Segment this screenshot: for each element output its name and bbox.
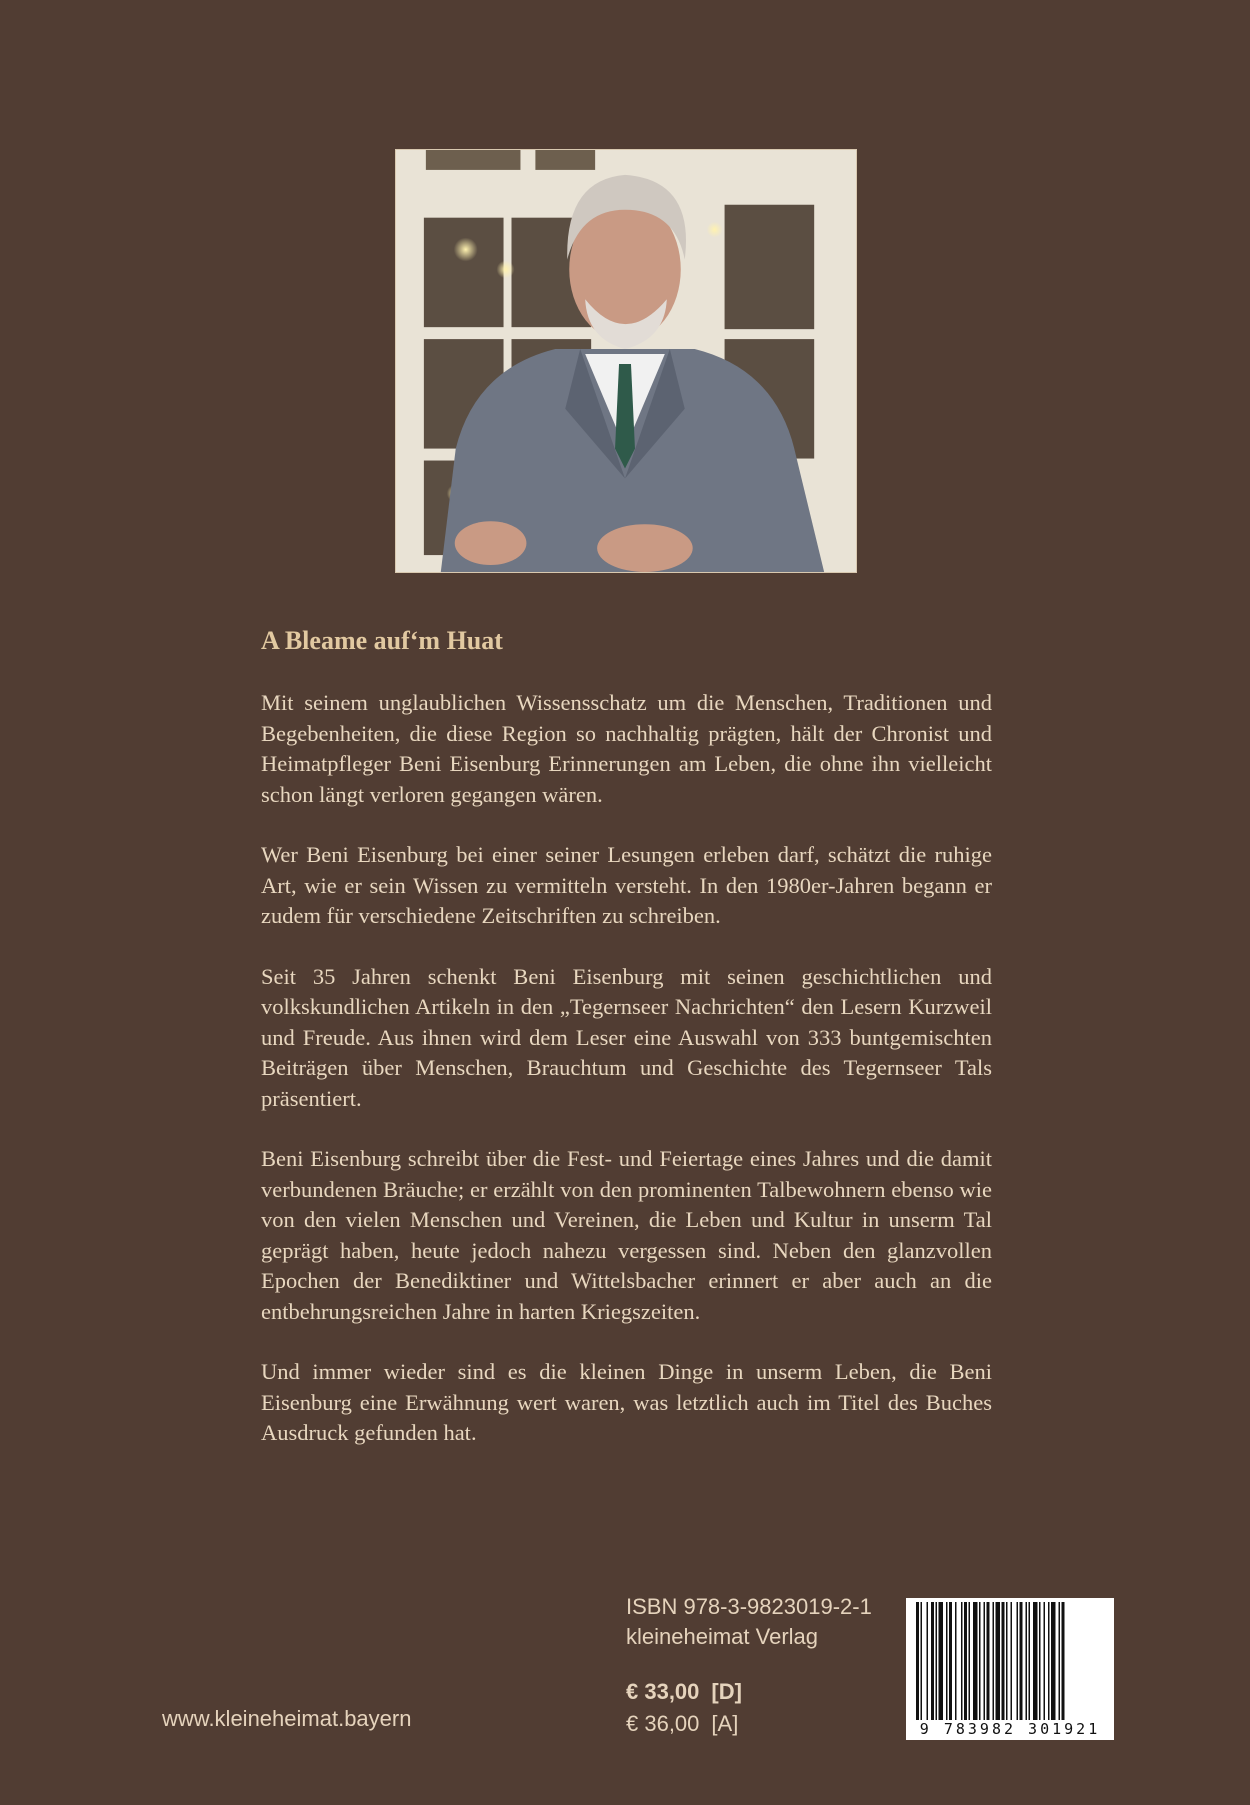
barcode-bar [993,1602,995,1720]
author-photo [395,149,857,573]
barcode-bar [1029,1602,1031,1720]
barcode-bar [955,1602,957,1720]
barcode-bar [1002,1602,1005,1720]
barcode-bar [964,1602,967,1720]
blurb-paragraph: Mit seinem unglaublichen Wissensschatz um die Menschen, Traditionen und Begebenheiten, die diese Region so nachhaltig prägten, hält der Chronist und Heimatpfleger Beni Eisenburg Erinnerungen am Leben, die ohne ihn vielleicht schon längt verloren gegangen wären. [261,690,992,807]
blurb-text [261,688,992,1479]
barcode-bar [1048,1602,1050,1720]
price-germany [626,1676,742,1708]
book-title: A Bleame auf‘m Huat [261,626,503,655]
barcode-bar [1062,1602,1065,1720]
barcode-bar [1026,1602,1028,1720]
blurb-paragraph: Wer Beni Eisenburg bei einer seiner Lesungen erleben darf, schätzt die ruhige Art, wie er sein Wissen zu vermitteln versteht. In den 1980er-Jahren begann er zudem für verschiedene Zeitschriften zu schreiben. [261,842,992,928]
publisher-website: www.kleineheimat.bayern [162,1706,412,1731]
barcode-bar [979,1602,981,1720]
barcode-bar [973,1602,978,1720]
barcode-bar [1017,1602,1019,1720]
price-block [626,1676,742,1740]
barcode-bar [1011,1602,1013,1720]
barcode-bar [961,1602,963,1720]
price-germany-tag: [D] [711,1679,742,1704]
price-austria [626,1708,742,1740]
barcode-bar [996,1602,1001,1720]
price-germany-amount: € 33,00 [626,1679,700,1704]
barcode-digits: 9 783982 301921 [906,1720,1114,1738]
barcode-bar [1051,1602,1056,1720]
barcode-bar [931,1602,934,1720]
barcode-bar [939,1602,944,1720]
barcode-bar [1044,1602,1046,1720]
barcode-bars [906,1598,1114,1740]
barcode-bar [969,1602,971,1720]
barcode-bar [1039,1602,1041,1720]
blurb-paragraph: Beni Eisenburg schreibt über die Fest- und Feiertage eines Jahres und die damit verbundenen Bräuche; er erzählt von den prominenten Talbewohnern ebenso wie von den vielen Menschen und Vereinen, die Leben und Kultur in unserm Tal geprägt haben, heute jedoch nahezu vergessen sind. Neben den glanzvollen Epochen der Benediktiner und Wittelsbacher erinnert er aber auch an die entbehrungsreichen Jahre in harten Kriegszeiten. [261,1146,992,1324]
price-austria-amount: € 36,00 [626,1711,700,1736]
blurb-paragraph: Und immer wieder sind es die kleinen Dinge in unserm Leben, die Beni Eisenburg eine Erwähnung wert waren, was letztlich auch im Titel des Buches Ausdruck gefunden hat. [261,1359,992,1445]
barcode-bar [1006,1602,1008,1720]
isbn-barcode [906,1598,1114,1740]
barcode-bar [987,1602,990,1720]
barcode-bar [916,1602,919,1720]
price-austria-tag: [A] [711,1711,739,1736]
barcode-bar [921,1602,923,1720]
barcode-bar [946,1602,948,1720]
barcode-bar [984,1602,986,1720]
blurb-paragraph: Seit 35 Jahren schenkt Beni Eisenburg mit seinen geschichtlichen und volkskundlichen Artikeln in den „Tegernseer Nachrichten“ den Lesern Kurzweil und Freude. Aus ihnen wird dem Leser eine Auswahl von 333 buntgemischten Beiträgen über Menschen, Brauchtum und Geschichte des Tegernseer Tals präsentiert. [261,963,992,1111]
isbn: ISBN 978-3-9823019-2-1 [626,1594,872,1619]
barcode-bar [1059,1602,1061,1720]
barcode-bar [1033,1602,1038,1720]
barcode-bar [936,1602,938,1720]
barcode-bar [949,1602,952,1720]
barcode-bar [1020,1602,1023,1720]
publication-info [626,1592,872,1652]
barcode-bar [927,1602,929,1720]
publisher: kleineheimat Verlag [626,1624,819,1649]
